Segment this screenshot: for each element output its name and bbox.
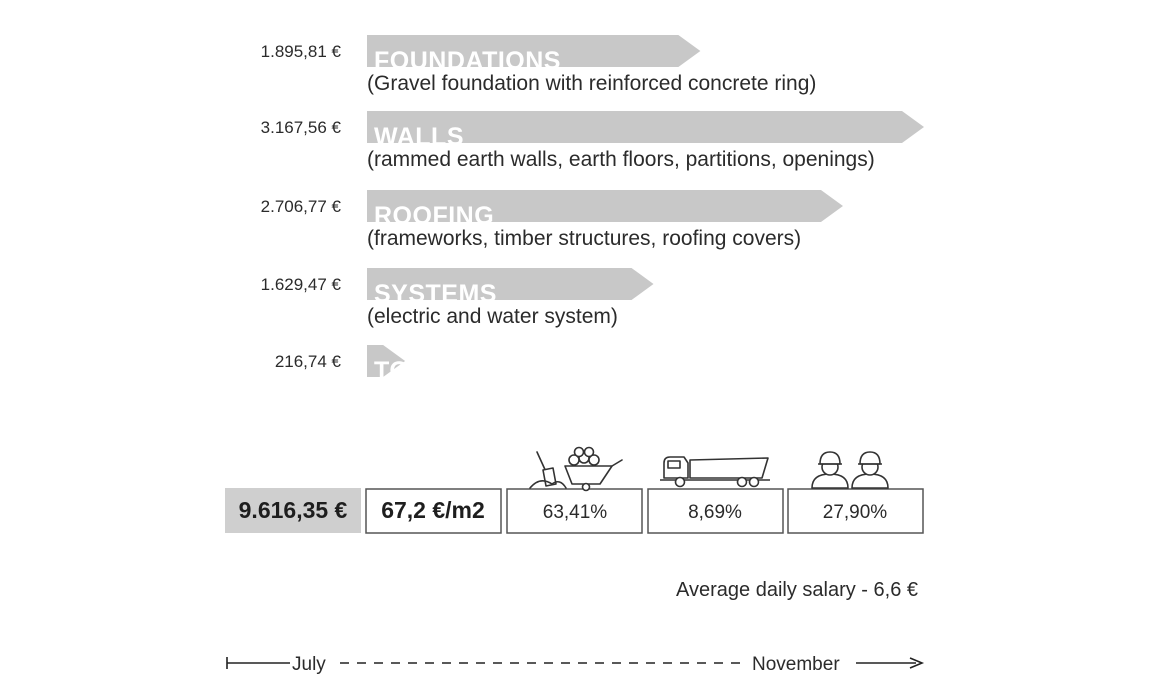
truck-icon <box>660 457 770 487</box>
description-foundations: (Gravel foundation with reinforced concrete ring) <box>367 72 817 95</box>
value-label-foundations: 1.895,81 € <box>260 42 341 61</box>
materials-icon <box>530 448 622 491</box>
workers-icon <box>812 452 888 488</box>
materials-share: 63,41% <box>542 502 608 523</box>
category-label-systems: SYSTEMS <box>374 280 497 308</box>
category-label-foundations: FOUNDATIONS <box>374 47 561 75</box>
timeline-end-label: November <box>752 654 840 675</box>
description-roofing: (frameworks, timber structures, roofing covers) <box>367 227 802 250</box>
value-label-walls: 3.167,56 € <box>260 118 341 137</box>
value-label-tools: 216,74 € <box>274 352 341 371</box>
salary-note: Average daily salary - 6,6 € <box>676 579 918 601</box>
description-walls: (rammed earth walls, earth floors, partitions, openings) <box>367 148 875 171</box>
category-label-walls: WALLS <box>374 123 464 151</box>
category-label-roofing: ROOFING <box>374 202 495 230</box>
timeline-start-label: July <box>292 654 326 675</box>
summary-row <box>225 488 923 533</box>
value-label-systems: 1.629,47 € <box>260 275 341 294</box>
transport-share: 8,69% <box>688 502 742 523</box>
category-label-tools: TOOLS <box>374 357 463 385</box>
value-label-roofing: 2.706,77 € <box>260 197 341 216</box>
description-systems: (electric and water system) <box>367 305 618 328</box>
total-cost: 9.616,35 € <box>238 497 348 523</box>
bar-group <box>261 35 924 385</box>
labour-share: 27,90% <box>822 502 888 523</box>
cost-per-m2: 67,2 €/m2 <box>381 497 485 523</box>
